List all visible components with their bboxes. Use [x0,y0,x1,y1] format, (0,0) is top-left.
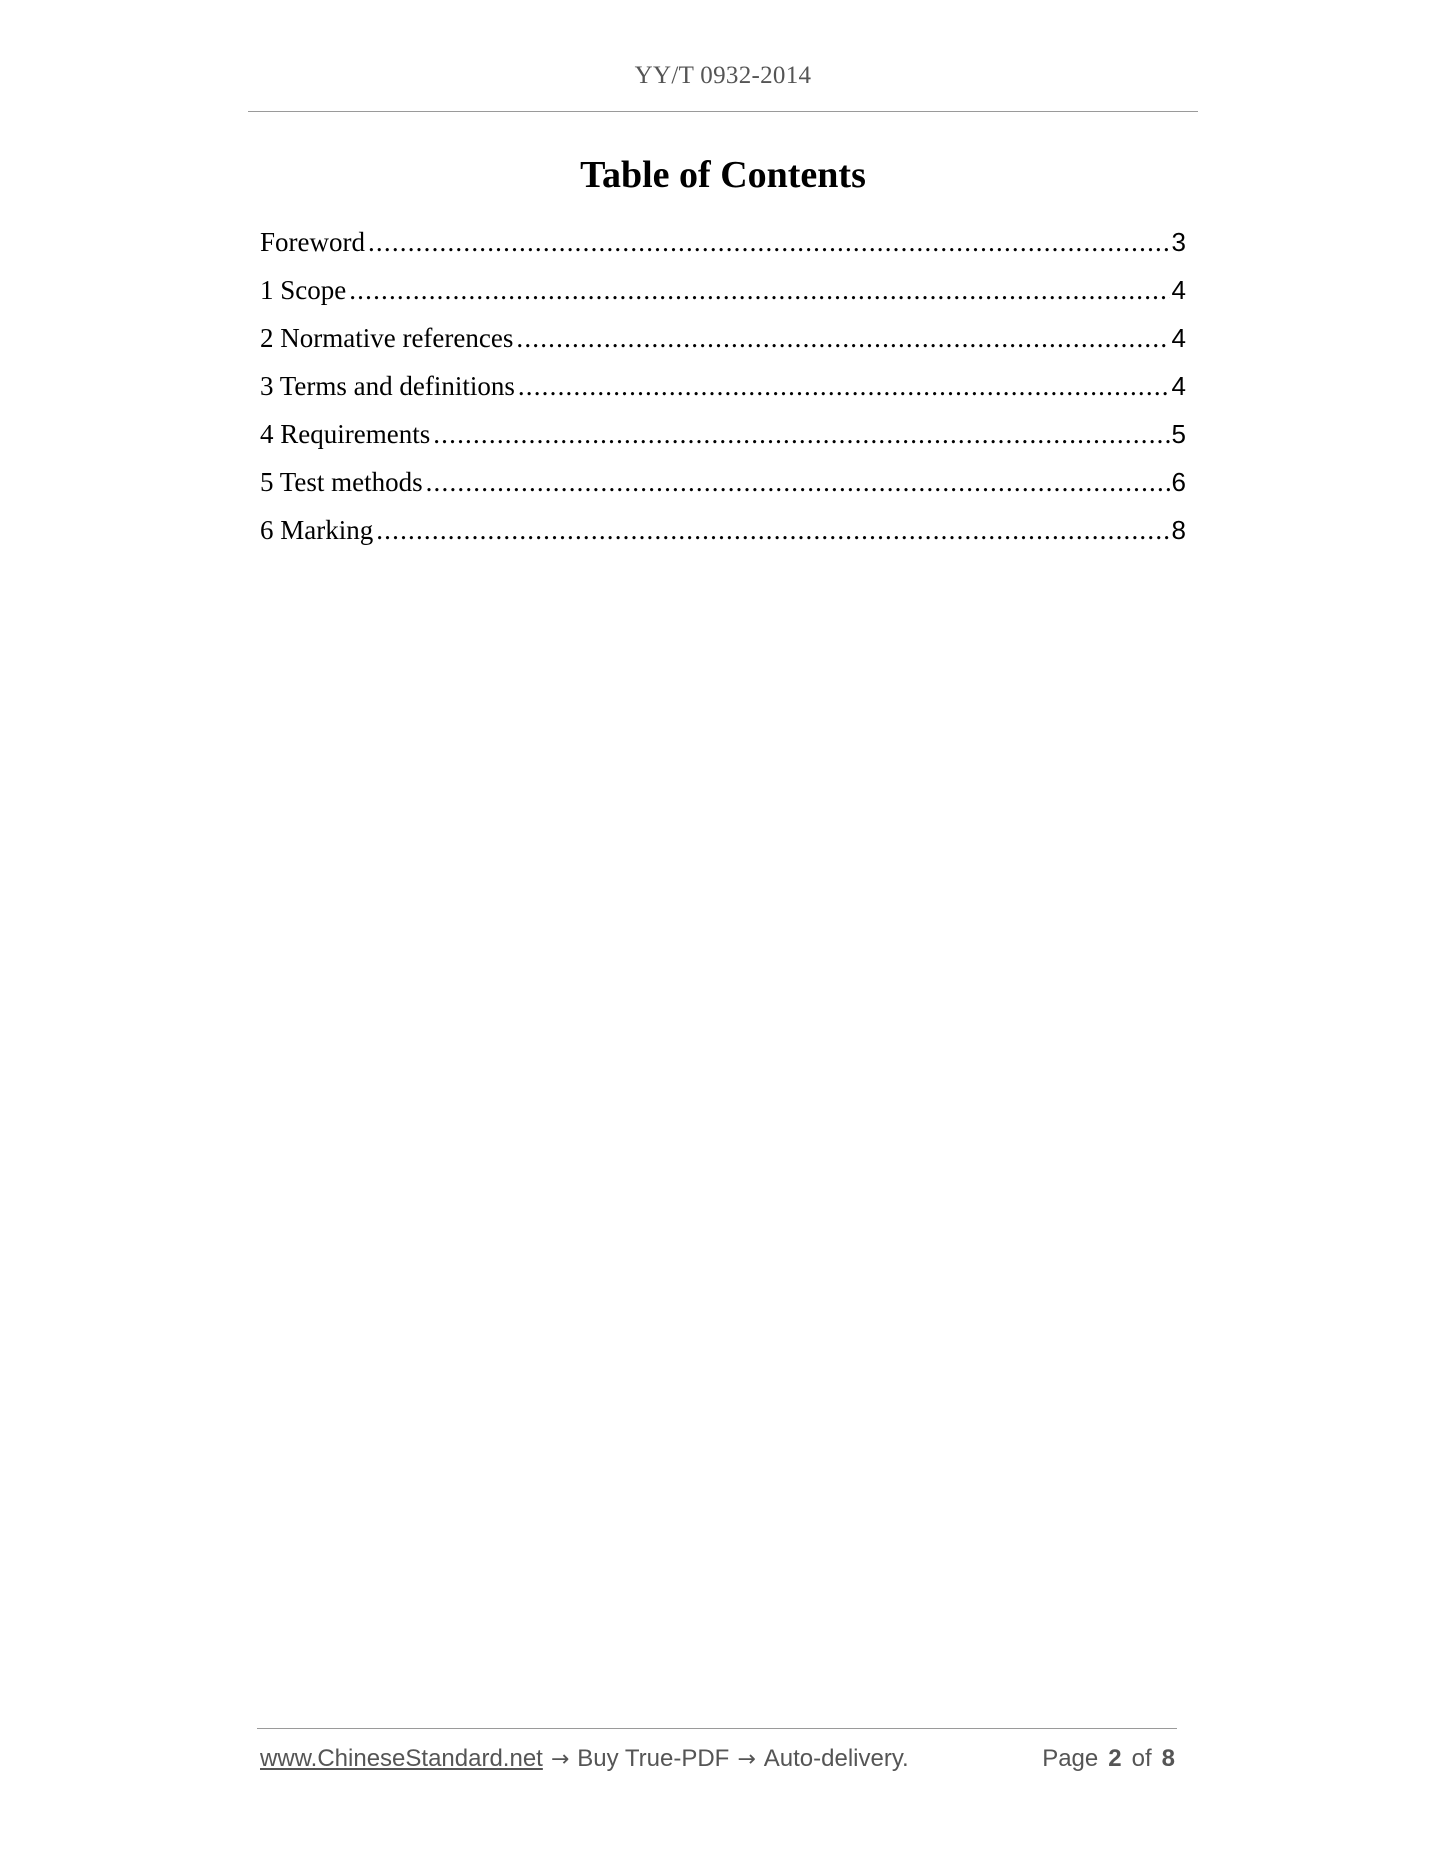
toc-entry-label: 4 Requirements [260,419,431,449]
toc-entry-page: 4 [1171,323,1186,353]
page-footer [260,1745,1175,1779]
toc-entry-page: 4 [1171,371,1186,401]
footer-promo [260,1745,909,1773]
toc-entry-normative-references[interactable] [260,318,1186,366]
toc-entry-label: 6 Marking [260,515,374,545]
toc-entry-page: 5 [1171,419,1186,449]
header-divider [248,111,1198,112]
toc-dot-leader [433,414,1169,454]
page-indicator [1042,1745,1175,1773]
toc-entry-label: 5 Test methods [260,467,423,497]
toc-entry-page: 4 [1171,275,1186,305]
toc-dot-leader [349,270,1169,310]
total-pages-number: 8 [1161,1745,1175,1772]
of-word: of [1131,1745,1152,1772]
toc-entry-test-methods[interactable] [260,462,1186,510]
toc-entry-label: 1 Scope [260,275,347,305]
toc-list [260,222,1186,558]
page-word: Page [1042,1745,1099,1772]
toc-entry-label: Foreword [260,227,365,257]
document-code-header: YY/T 0932-2014 [634,62,812,89]
delivery-text: Auto-delivery. [763,1745,909,1772]
toc-entry-page: 6 [1171,467,1186,497]
footer-divider [257,1728,1177,1729]
arrow-right-icon: → [737,1747,756,1772]
toc-dot-leader [518,366,1170,406]
toc-entry-page: 8 [1171,515,1186,545]
toc-dot-leader [516,318,1169,358]
toc-dot-leader [376,510,1169,550]
toc-entry-marking[interactable] [260,510,1186,558]
toc-entry-foreword[interactable] [260,222,1186,270]
toc-entry-scope[interactable] [260,270,1186,318]
toc-title: Table of Contents [580,154,866,196]
toc-dot-leader [368,222,1170,262]
toc-entry-label: 3 Terms and definitions [260,371,515,401]
toc-dot-leader [426,462,1170,502]
arrow-right-icon: → [550,1747,570,1772]
toc-entry-page: 3 [1171,227,1186,257]
toc-entry-label: 2 Normative references [260,323,514,353]
website-link[interactable]: www.ChineseStandard.net [260,1745,543,1772]
toc-entry-terms-and-definitions[interactable] [260,366,1186,414]
toc-entry-requirements[interactable] [260,414,1186,462]
current-page-number: 2 [1108,1745,1122,1772]
buy-text: Buy True-PDF [577,1745,730,1772]
